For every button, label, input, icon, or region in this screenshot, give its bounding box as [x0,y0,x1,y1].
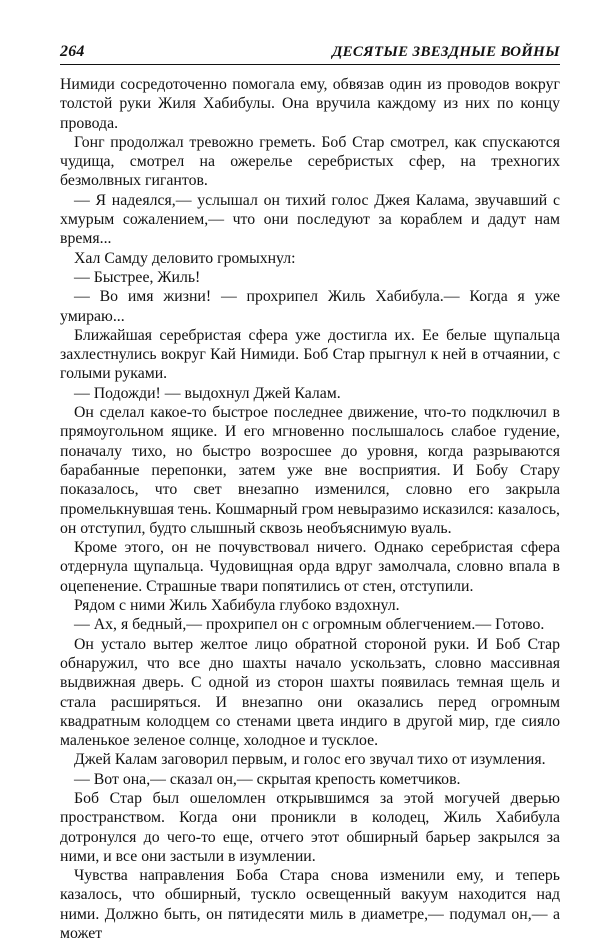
paragraph: Джей Калам заговорил первым, и голос его звучал тихо от изумления. [74,751,546,769]
page-number: 264 [60,43,85,60]
paragraph: — Ах, я бедный,— прохрипел он с огромным облегчением.— Готово. [74,616,545,634]
paragraph: Гонг продолжал тревожно греметь. Боб Стар смотрел, как спускаются чудища, смотрел на ожерелье серебристых сфер, на трехногих безмолвных гигантов. [60,133,560,190]
paragraph: — Я надеялся,— услышал он тихий голос Джея Калама, звучавший с хмурым сожалением,— что они последуют за кораблем и дадут нам время... [60,191,560,248]
paragraph: Чувства направления Боба Стара снова изменили ему, и теперь казалось, что обширный, тускло освещенный вакуум находится над ними. Должно быть, он пятидесяти миль в диаметре,— подумал он,— а может [60,867,560,943]
book-page [60,40,560,943]
paragraph: Боб Стар был ошеломлен открывшимся за этой могучей дверью пространством. Когда они проникли в колодец, Жиль Хабибула дотронулся до чего-то еще, отчего этот обширный барьер закрылся за ними, и все они застыли в изумлении. [60,789,560,865]
paragraph: Он устало вытер желтое лицо обратной стороной руки. И Боб Стар обнаружил, что все дно шахты начало ускользать, словно массивная выдвижная дверь. С одной из сторон шахты появилась темная щель и стала расширяться. И внезапно они оказались перед огромным квадратным колодцем со стенами цвета индиго в другой мир, где сияло маленькое зеленое солнце, холодное и тусклое. [60,635,560,750]
paragraph: — Подожди! — выдохнул Джей Калам. [74,384,341,402]
paragraph: Рядом с ними Жиль Хабибула глубоко вздохнул. [74,597,400,615]
paragraph: — Вот она,— сказал он,— скрытая крепость кометчиков. [74,770,461,788]
paragraph: Ближайшая серебристая сфера уже достигла их. Ее белые щупальца захлестнулись вокруг Кай Нимиди. Боб Стар прыгнул к ней в отчаянии, с голыми руками. [60,326,560,383]
paragraph: Хал Самду деловито громыхнул: [74,249,296,267]
paragraph: Кроме этого, он не почувствовал ничего. Однако серебристая сфера отдернула щупальца. Чудовищная орда вдруг замолчала, словно впала в оцепенение. Страшные твари попятились от стен, отступили. [60,539,560,595]
running-title: ДЕСЯТЫЕ ЗВЕЗДНЫЕ ВОЙНЫ [332,44,560,60]
page-header [60,40,560,65]
paragraph: Нимиди сосредоточенно помогала ему, обвязав один из проводов вокруг толстой руки Жиля Хабибулы. Она вручила каждому из них по концу провода. [60,76,560,132]
paragraph: — Во имя жизни! — прохрипел Жиль Хабибула.— Когда я уже умираю... [60,288,560,325]
paragraph: Он сделал какое-то быстрое последнее движение, что-то подключил в прямоугольном ящике. И его мгновенно послышалось слабое гудение, поначалу тихо, но быстро возросшее до уровня, когда разрываются барабанные перепонки, затем уже вне восприятия. И Бобу Стару показалось, что свет внезапно изменился, словно его закрыла промелькнувшая тень. Кошмарный гром невыразимо исказился: казалось, он отступил, будто слышный сквозь необъяснимую вуаль. [60,404,560,537]
paragraph: — Быстрее, Жиль! [74,268,201,286]
page-body [60,75,560,943]
